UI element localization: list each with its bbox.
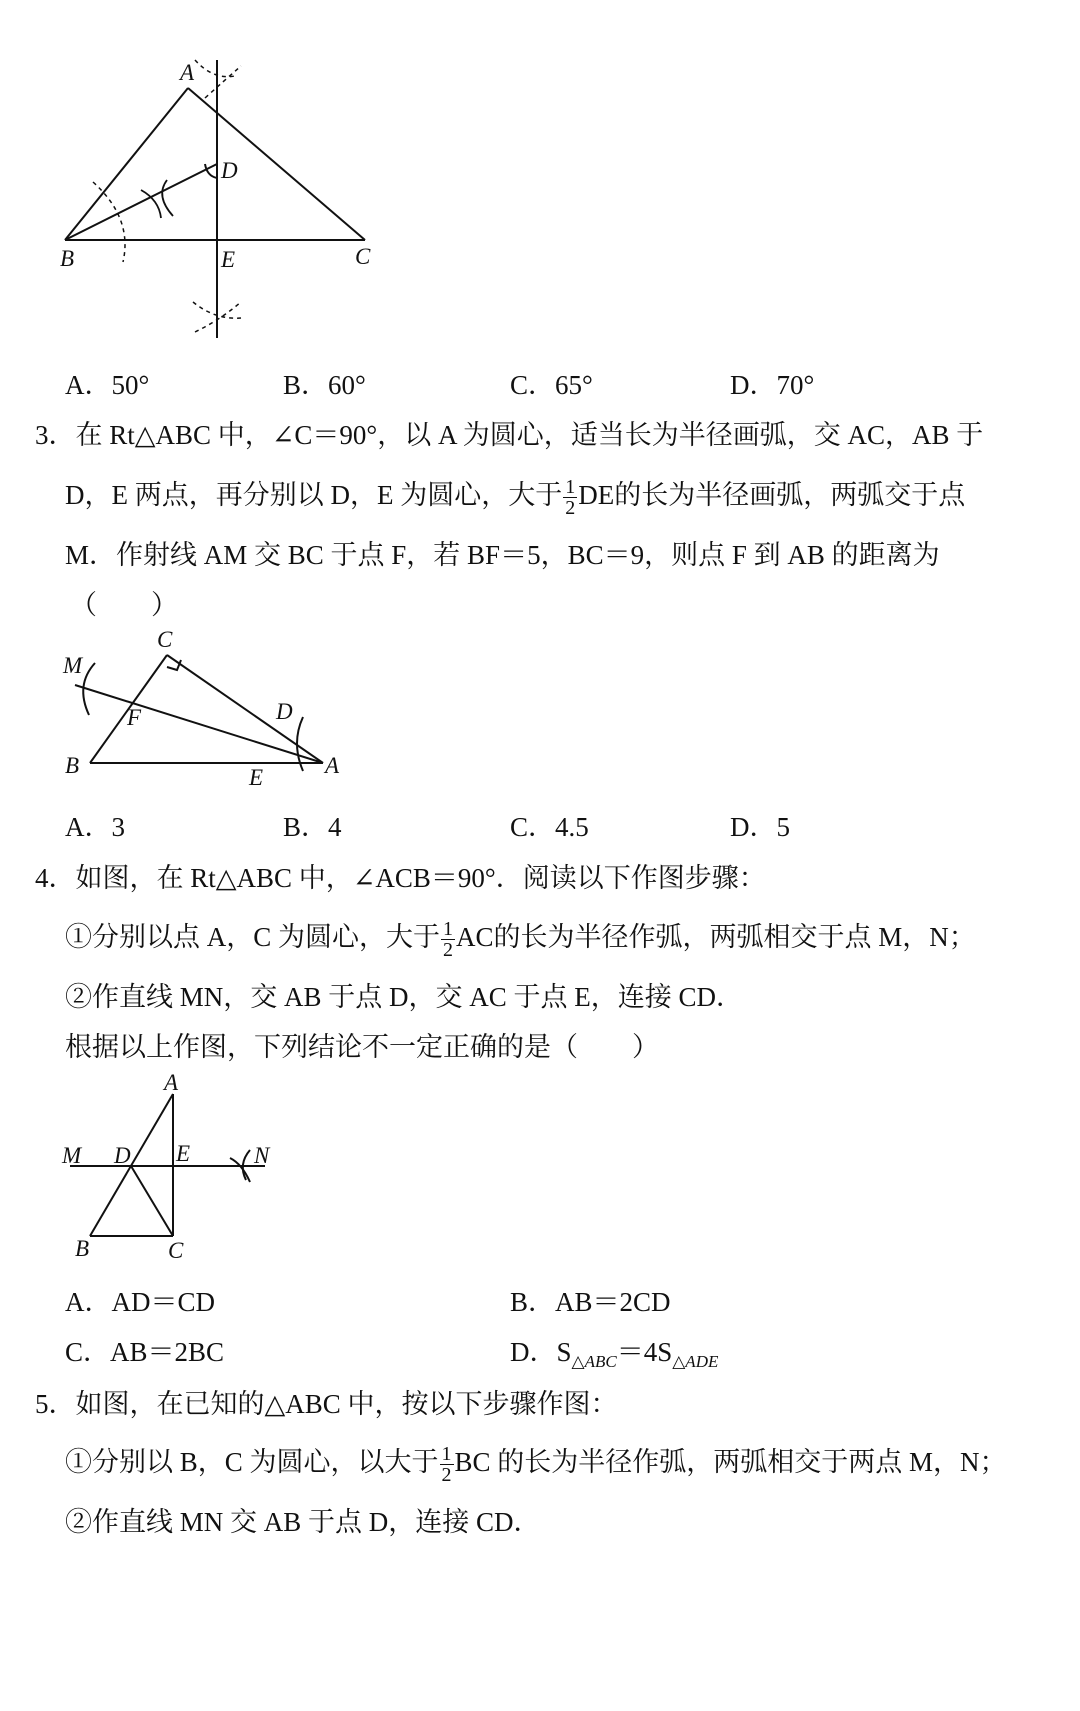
figure-q4 (60, 1070, 290, 1270)
q3-fig-label-a: A (325, 753, 340, 778)
q4-option-b[interactable]: B．AB＝2CD (510, 1287, 671, 1317)
q4-fig-label-a: A (164, 1070, 179, 1095)
q3-option-b[interactable]: B．4 (283, 812, 342, 842)
q4-line-2-end: AC的长为半径作弧，两弧相交于点 M，N； (456, 922, 976, 952)
q5-line-2 (65, 1440, 1007, 1485)
q3-option-c[interactable]: C．4.5 (510, 812, 589, 842)
q3-line-1: 3．在 Rt△ABC 中，∠C＝90°，以 A 为圆心，适当长为半径画弧，交 AC，AB 于 (35, 420, 984, 450)
q3-option-a[interactable]: A．3 (65, 812, 125, 842)
q5-line-2-start: ①分别以 B，C 为圆心，以大于 (65, 1447, 439, 1477)
q4-line-2 (65, 915, 976, 960)
q4-fig-label-e: E (176, 1141, 191, 1166)
q3-line-2-end: DE的长为半径画弧，两弧交于点 (578, 480, 966, 510)
q3-fig-label-b: B (65, 753, 80, 778)
q3-line-2-start: D，E 两点，再分别以 D，E 为圆心，大于 (65, 480, 563, 510)
q3-fig-label-e: E (249, 765, 264, 790)
q4-option-d[interactable]: D．$S_{\triangle ABC}=4S_{\triangle ADE}$ (510, 1337, 719, 1371)
q3-fig-label-m: M (63, 653, 83, 678)
q2-option-c[interactable]: C．65° (510, 370, 593, 400)
q4-line-4: 根据以上作图，下列结论不一定正确的是（ ） (65, 1032, 659, 1062)
q4-option-a[interactable]: A．AD＝CD (65, 1287, 216, 1317)
q3-fig-label-d: D (276, 699, 293, 724)
q4-fig-label-m: M (62, 1143, 82, 1168)
q4-fraction: $\frac{1}{2}$ (443, 918, 454, 962)
figure-q3 (55, 625, 355, 795)
q3-line-2 (65, 473, 965, 518)
q4-line-3: ②作直线 MN，交 AB 于点 D，交 AC 于点 E，连接 CD． (65, 982, 744, 1012)
q3-line-3: M．作射线 AM 交 BC 于点 F，若 BF＝5，BC＝9，则点 F 到 AB 的距离为 (65, 540, 940, 570)
figure-q2 (55, 50, 395, 350)
q4-fig-label-d: D (114, 1143, 131, 1168)
q2-option-b[interactable]: B．60° (283, 370, 366, 400)
q3-option-d[interactable]: D．5 (730, 812, 790, 842)
q4-fig-label-n: N (254, 1143, 270, 1168)
q3-fraction: $\frac{1}{2}$ (565, 476, 576, 520)
q4-fig-label-c: C (168, 1238, 184, 1263)
q5-line-3: ②作直线 MN 交 AB 于点 D，连接 CD． (65, 1507, 541, 1537)
q4-line-2-start: ①分别以点 A，C 为圆心，大于 (65, 922, 441, 952)
q5-line-1: 5．如图，在已知的△ABC 中，按以下步骤作图： (35, 1389, 618, 1419)
fig1-label-c: C (355, 244, 371, 269)
q5-line-2-end: BC 的长为半径作弧，两弧相交于两点 M，N； (454, 1447, 1007, 1477)
fig1-label-b: B (60, 246, 75, 271)
fig1-label-e: E (221, 247, 236, 272)
fig1-label-a: A (180, 60, 195, 85)
q3-fig-label-c: C (157, 627, 173, 652)
q3-answer-paren: （ ） (70, 590, 178, 620)
q2-option-a[interactable]: A．50° (65, 370, 150, 400)
q4-fig-label-b: B (75, 1236, 90, 1261)
q4-line-1: 4．如图，在 Rt△ABC 中，∠ACB＝90°．阅读以下作图步骤： (35, 863, 766, 893)
q4-option-c[interactable]: C．AB＝2BC (65, 1337, 225, 1367)
q3-fig-label-f: F (127, 705, 142, 730)
fig1-label-d: D (221, 158, 238, 183)
q5-fraction: $\frac{1}{2}$ (441, 1443, 452, 1487)
q2-option-d[interactable]: D．70° (730, 370, 815, 400)
